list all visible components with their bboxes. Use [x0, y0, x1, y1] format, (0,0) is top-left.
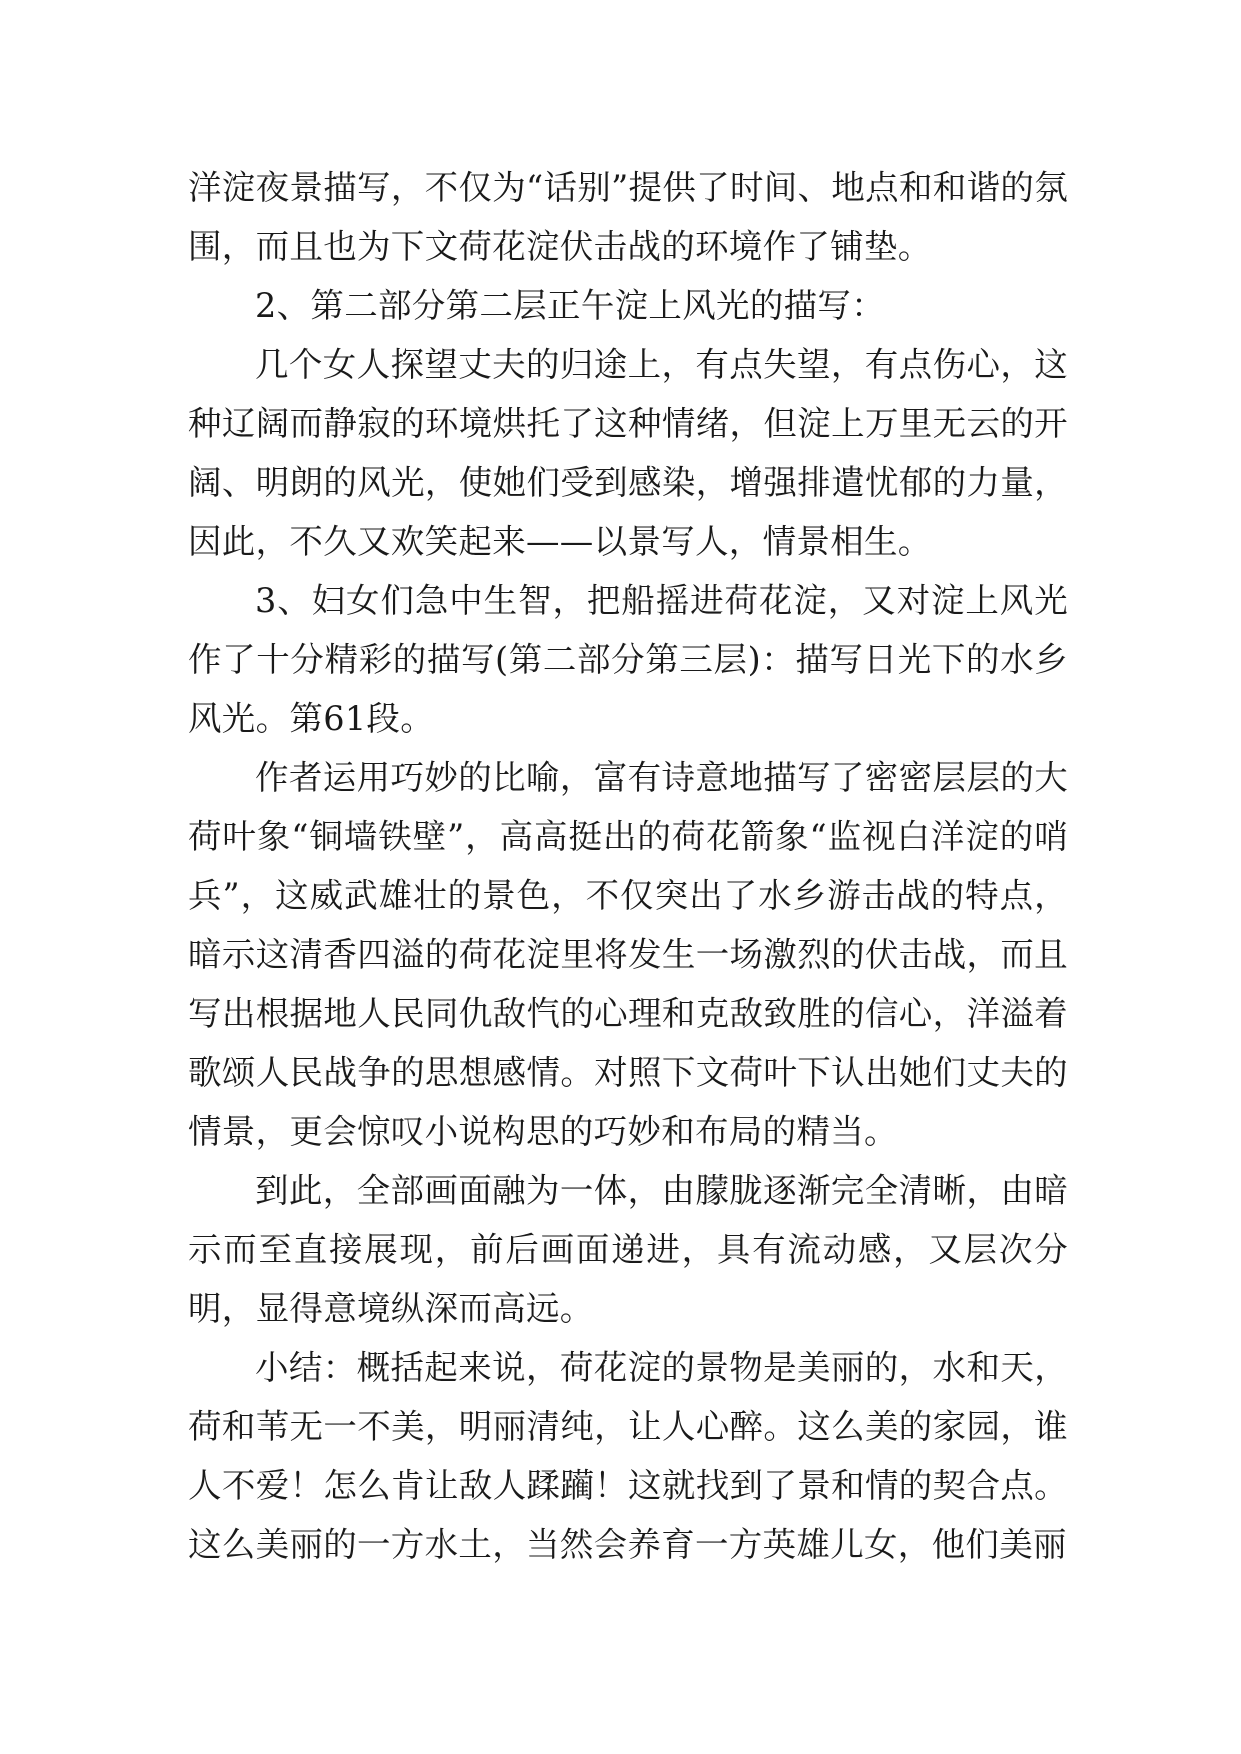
paragraph-summary: 小结：概括起来说，荷花淀的景物是美丽的，水和天，荷和苇无一不美，明丽清纯，让人心醉。这么美的家园，谁人不爱！怎么肯让敌人蹂躏！这就找到了景和情的契合点。这么美丽的一方水土，当然会养育一方英雄儿女，他们美丽 [188, 1348, 1068, 1564]
paragraph-section-heading-2: 2、第二部分第二层正午淀上风光的描写： [255, 286, 886, 325]
paragraph: 作者运用巧妙的比喻，富有诗意地描写了密密层层的大荷叶象“铜墙铁壁”，高高挺出的荷花箭象“监视白洋淀的哨兵”，这威武雄壮的景色，不仅突出了水乡游击战的特点，暗示这清香四溢的荷花淀里将发生一场激烈的伏击战，而且写出根据地人民同仇敌忾的心理和克敌致胜的信心，洋溢着歌颂人民战争的思想感情。对照下文荷叶下认出她们丈夫的情景，更会惊叹小说构思的巧妙和布局的精当。 [188, 758, 1068, 1151]
paragraph-continuation: 洋淀夜景描写，不仅为“话别”提供了时间、地点和和谐的氛围，而且也为下文荷花淀伏击战的环境作了铺垫。 [188, 168, 1068, 266]
paragraph: 到此，全部画面融为一体，由朦胧逐渐完全清晰，由暗示而至直接展现，前后画面递进，具有流动感，又层次分明，显得意境纵深而高远。 [188, 1171, 1068, 1328]
paragraph-section-heading-3: 3、妇女们急中生智，把船摇进荷花淀，又对淀上风光作了十分精彩的描写(第二部分第三层)：描写日光下的水乡风光。第61段。 [188, 581, 1068, 738]
paragraph: 几个女人探望丈夫的归途上，有点失望，有点伤心，这种辽阔而静寂的环境烘托了这种情绪，但淀上万里无云的开阔、明朗的风光，使她们受到感染，增强排遣忧郁的力量，因此，不久又欢笑起来——以景写人，情景相生。 [188, 345, 1068, 561]
document-body [188, 158, 1068, 1574]
